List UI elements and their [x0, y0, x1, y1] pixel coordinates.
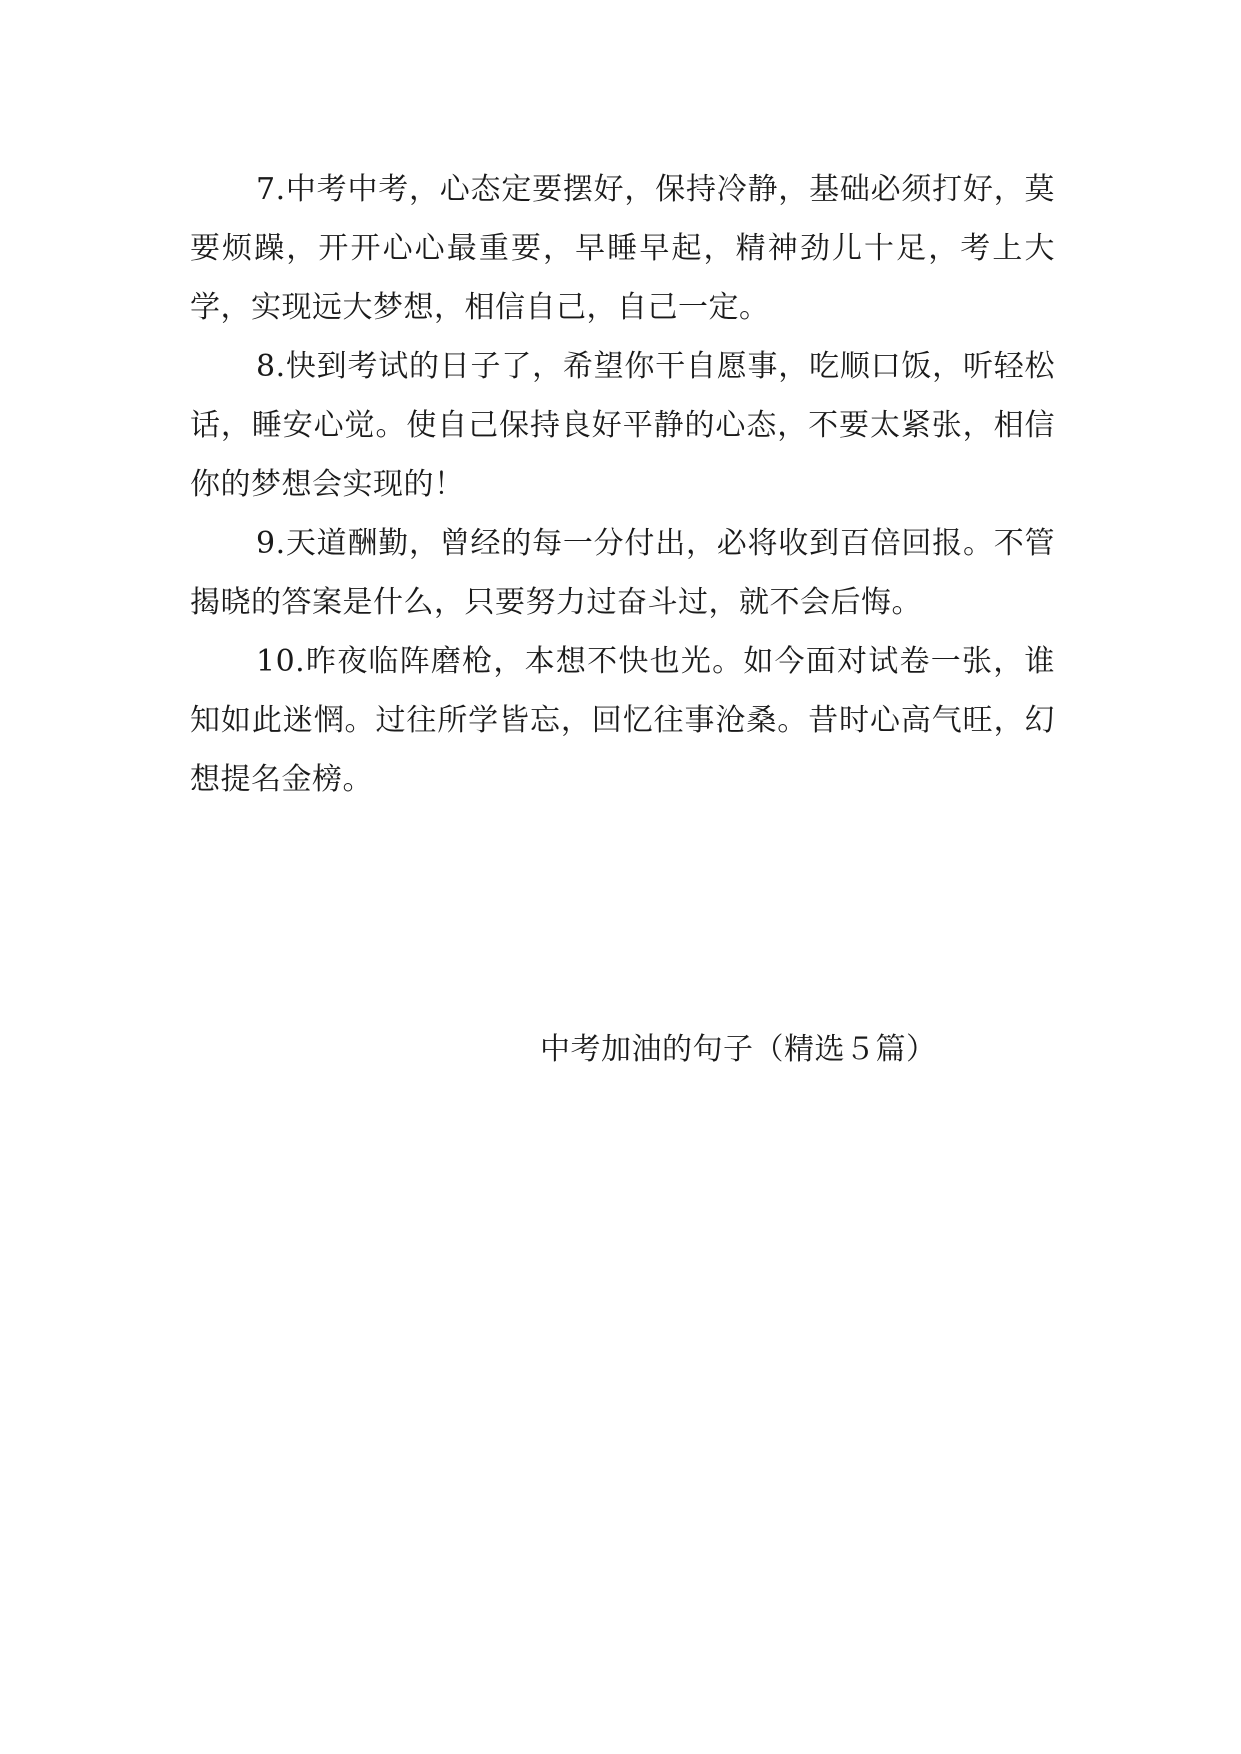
section-title: 中考加油的句子（精选５篇） — [540, 1032, 937, 1067]
paragraph-8: 8.快到考试的日子了，希望你干自愿事，吃顺口饭，听轻松话，睡安心觉。使自己保持良好平静的心态，不要太紧张，相信你的梦想会实现的！ — [190, 349, 1055, 502]
paragraph-7: 7.中考中考，心态定要摆好，保持冷静，基础必须打好，莫要烦躁，开开心心最重要，早睡早起，精神劲儿十足，考上大学，实现远大梦想，相信自己，自己一定。 — [190, 172, 1055, 325]
document-body — [190, 160, 1055, 809]
paragraph-9: 9.天道酬勤，曾经的每一分付出，必将收到百倍回报。不管揭晓的答案是什么，只要努力过奋斗过，就不会后悔。 — [190, 526, 1055, 620]
paragraph-10: 10.昨夜临阵磨枪，本想不快也光。如今面对试卷一张，谁知如此迷惘。过往所学皆忘，回忆往事沧桑。昔时心高气旺，幻想提名金榜。 — [190, 644, 1055, 797]
